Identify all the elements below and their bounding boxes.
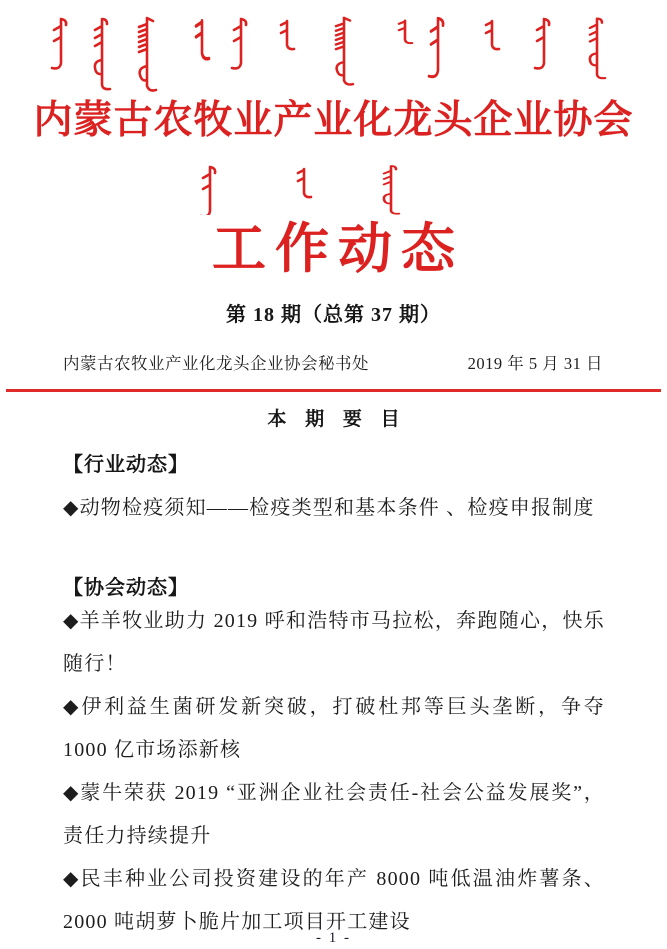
section-header-association: 【协会动态】	[63, 577, 189, 600]
divider-rule	[6, 389, 661, 392]
toc-item-minfeng-project: ◆民丰种业公司投资建设的年产 8000 吨低温油炸薯条、2000 吨胡萝卜脆片加工项目开工建设	[63, 868, 605, 934]
contents-heading: 本 期 要 目	[267, 409, 407, 431]
mongolian-script-subtitle-icon	[197, 163, 667, 215]
issue-number: 第 18 期（总第 37 期）	[226, 304, 441, 327]
publish-date: 2019 年 5 月 31 日	[467, 354, 603, 374]
section-association	[63, 571, 605, 944]
toc-item-mengniu-award: ◆蒙牛荣获 2019 “亚洲企业社会责任-社会公益发展奖”，责任力持续提升	[63, 782, 605, 848]
mongolian-script-banner-icon	[48, 15, 667, 93]
association-title: 内蒙古农牧业产业化龙头企业协会	[33, 99, 634, 142]
page-number: - 1 -	[316, 930, 351, 946]
toc-item-animal-quarantine: ◆动物检疫须知——检疫类型和基本条件 、检疫申报制度	[63, 497, 595, 520]
toc-item-marathon: ◆羊羊牧业助力 2019 呼和浩特市马拉松，奔跑随心，快乐随行！	[63, 610, 605, 676]
bulletin-title: 工作动态	[212, 218, 464, 279]
publisher-row	[63, 350, 603, 374]
section-header-industry: 【行业动态】	[63, 454, 189, 477]
toc-item-yili-probiotics: ◆伊利益生菌研发新突破，打破杜邦等巨头垄断，争夺 1000 亿市场添新核	[63, 696, 605, 762]
publisher-name: 内蒙古农牧业产业化龙头企业协会秘书处	[63, 354, 369, 374]
section-industry	[63, 448, 605, 530]
